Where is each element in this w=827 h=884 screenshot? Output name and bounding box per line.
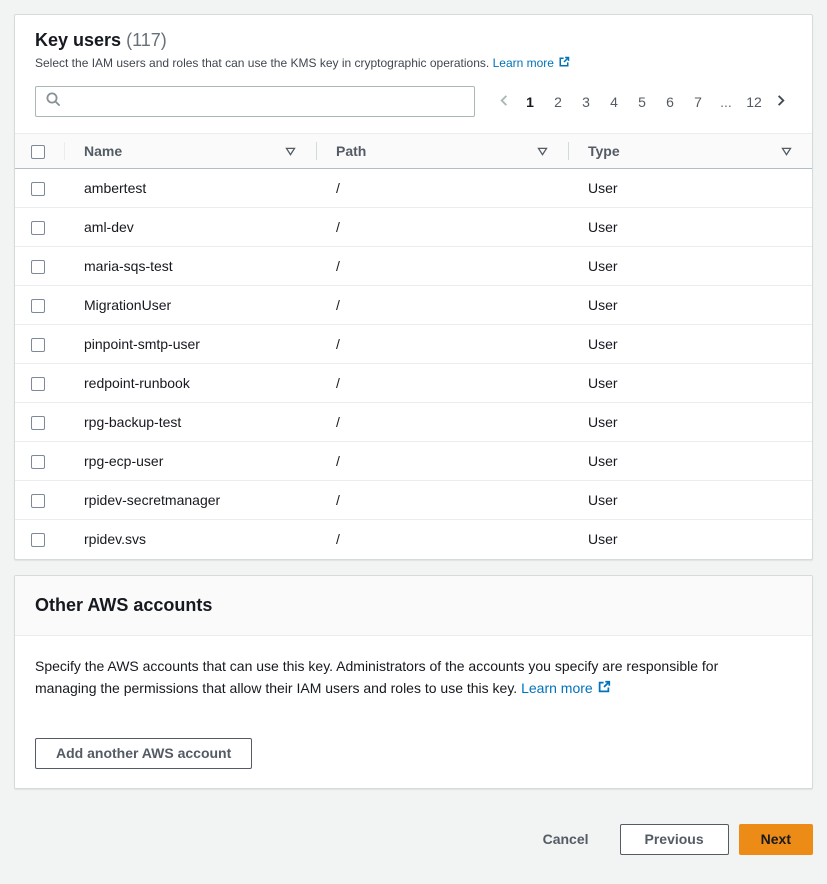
panel-title [35, 30, 792, 51]
row-checkbox[interactable] [31, 338, 45, 352]
learn-more-link[interactable]: Learn more [492, 56, 554, 70]
other-accounts-title: Other AWS accounts [35, 594, 213, 615]
sort-type-icon[interactable] [781, 147, 792, 156]
pagination-page-2[interactable]: 2 [544, 91, 572, 113]
pagination-ellipsis: ... [712, 91, 740, 113]
cell-name: redpoint-runbook [84, 375, 190, 391]
cell-path: / [336, 492, 340, 508]
row-checkbox[interactable] [31, 533, 45, 547]
pagination-page-12[interactable]: 12 [740, 91, 768, 113]
pagination-page-7[interactable]: 7 [684, 91, 712, 113]
row-checkbox[interactable] [31, 221, 45, 235]
cell-type: User [588, 375, 618, 391]
chevron-right-icon[interactable] [768, 91, 792, 113]
pagination-page-6[interactable]: 6 [656, 91, 684, 113]
table-row [15, 364, 812, 403]
table-row [15, 286, 812, 325]
cell-path: / [336, 219, 340, 235]
cell-name: rpg-ecp-user [84, 453, 164, 469]
cell-name: aml-dev [84, 219, 134, 235]
cell-path: / [336, 375, 340, 391]
key-users-description: Select the IAM users and roles that can use the KMS key in cryptographic operations. Learn more [35, 55, 792, 72]
column-header-name: Name [64, 134, 316, 169]
table-row [15, 520, 812, 559]
next-button[interactable]: Next [739, 824, 813, 855]
search-box[interactable] [35, 86, 475, 117]
cell-name: maria-sqs-test [84, 258, 173, 274]
cell-type: User [588, 492, 618, 508]
row-checkbox[interactable] [31, 416, 45, 430]
cell-name: rpg-backup-test [84, 414, 182, 430]
cell-name: rpidev-secretmanager [84, 492, 221, 508]
sort-name-icon[interactable] [285, 147, 296, 156]
table-row [15, 442, 812, 481]
pagination-page-4[interactable]: 4 [600, 91, 628, 113]
row-checkbox[interactable] [31, 377, 45, 391]
other-accounts-description: Specify the AWS accounts that can use this key. Administrators of the accounts you specify are responsible for managing the permissions that allow their IAM users and roles to use this key. Learn more [35, 655, 777, 700]
sort-path-icon[interactable] [537, 147, 548, 156]
cell-type: User [588, 297, 618, 313]
column-header-type: Type [568, 134, 812, 169]
add-aws-account-button[interactable]: Add another AWS account [35, 738, 252, 769]
external-link-icon [558, 56, 570, 72]
cell-type: User [588, 453, 618, 469]
key-users-header [15, 15, 812, 133]
cell-path: / [336, 414, 340, 430]
cell-name: pinpoint-smtp-user [84, 336, 200, 352]
external-link-icon [597, 678, 611, 700]
learn-more-link[interactable]: Learn more [521, 679, 593, 696]
cancel-button[interactable]: Cancel [542, 831, 589, 847]
table-header-row [15, 134, 812, 169]
cell-type: User [588, 180, 618, 196]
table-row [15, 403, 812, 442]
table-row [15, 325, 812, 364]
other-accounts-header [15, 576, 812, 636]
cell-path: / [336, 336, 340, 352]
search-input[interactable] [68, 93, 465, 111]
row-checkbox[interactable] [31, 455, 45, 469]
cell-type: User [588, 531, 618, 548]
cell-path: / [336, 453, 340, 469]
cell-type: User [588, 219, 618, 235]
key-users-table [15, 133, 812, 559]
pagination-page-3[interactable]: 3 [572, 91, 600, 113]
cell-path: / [336, 297, 340, 313]
table-row [15, 208, 812, 247]
row-checkbox[interactable] [31, 182, 45, 196]
previous-button[interactable]: Previous [620, 824, 729, 855]
pagination-page-5[interactable]: 5 [628, 91, 656, 113]
other-accounts-panel [14, 575, 813, 789]
table-row [15, 247, 812, 286]
cell-type: User [588, 414, 618, 430]
cell-name: rpidev.svs [84, 531, 146, 548]
cell-type: User [588, 258, 618, 274]
key-users-panel [14, 14, 813, 560]
column-header-path: Path [316, 134, 568, 169]
row-checkbox[interactable] [31, 299, 45, 313]
cell-path: / [336, 180, 340, 196]
wizard-footer [14, 824, 813, 863]
cell-path: / [336, 531, 340, 548]
table-row [15, 481, 812, 520]
cell-path: / [336, 258, 340, 274]
key-users-count: (117) [126, 30, 167, 50]
cell-name: ambertest [84, 180, 147, 196]
pagination-pages [516, 91, 768, 113]
other-accounts-body [15, 636, 812, 788]
cell-type: User [588, 336, 618, 352]
row-checkbox[interactable] [31, 260, 45, 274]
table-tools [35, 86, 792, 117]
search-icon [45, 91, 61, 112]
row-checkbox[interactable] [31, 494, 45, 508]
cell-name: MigrationUser [84, 297, 172, 313]
select-all-checkbox[interactable] [31, 145, 45, 159]
key-users-title: Key users [35, 30, 122, 50]
pagination-page-1[interactable]: 1 [516, 91, 544, 113]
key-users-table-body [15, 169, 812, 559]
pagination [492, 91, 792, 113]
table-row [15, 169, 812, 208]
chevron-left-icon[interactable] [492, 91, 516, 113]
header-checkbox-cell [15, 134, 64, 169]
